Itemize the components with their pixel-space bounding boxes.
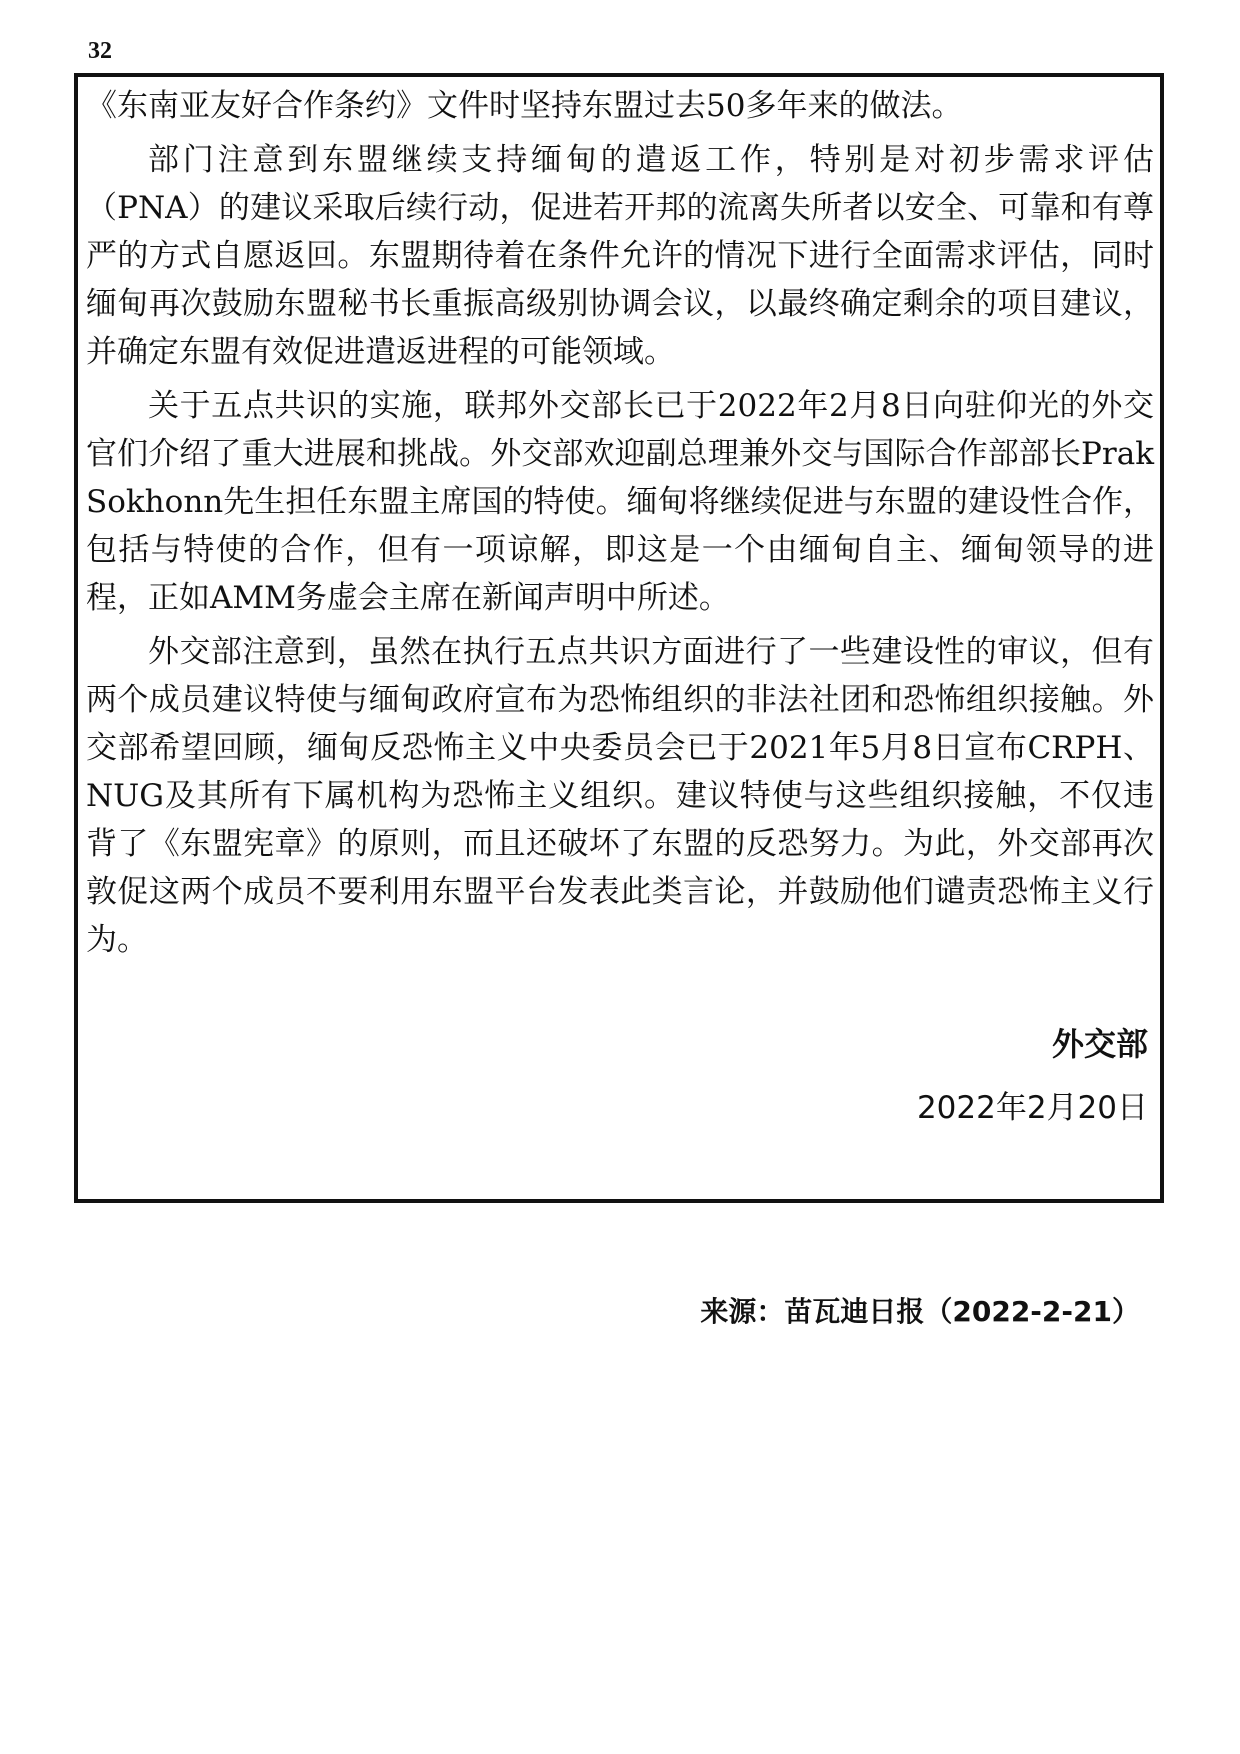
- page-number: 32: [88, 38, 112, 64]
- source-citation: 来源：苗瓦迪日报（2022-2-21）: [700, 1295, 1140, 1328]
- paragraph-terrorist-organizations: 外交部注意到，虽然在执行五点共识方面进行了一些建设性的审议，但有两个成员建议特使与缅甸政府宣布为恐怖组织的非法社团和恐怖组织接触。外交部希望回顾，缅甸反恐怖主义中央委员会已于2021年5月8日宣布CRPH、NUG及其所有下属机构为恐怖主义组织。建议特使与这些组织接触，不仅违背了《东盟宪章》的原则，而且还破坏了东盟的反恐努力。为此，外交部再次敦促这两个成员不要利用东盟平台发表此类言论，并鼓励他们谴责恐怖主义行为。: [86, 634, 1154, 958]
- paragraph-continuation: 《东南亚友好合作条约》文件时坚持东盟过去50多年来的做法。: [86, 88, 963, 124]
- paragraph-repatriation: 部门注意到东盟继续支持缅甸的遣返工作，特别是对初步需求评估（PNA）的建议采取后续行动，促进若开邦的流离失所者以安全、可靠和有尊严的方式自愿返回。东盟期待着在条件允许的情况下进行全面需求评估，同时缅甸再次鼓励东盟秘书长重振高级别协调会议，以最终确定剩余的项目建议，并确定东盟有效促进遣返进程的可能领域。: [86, 142, 1154, 370]
- document-date: 2022年2月20日: [916, 1090, 1148, 1126]
- document-body: [86, 82, 1154, 966]
- signature-ministry: 外交部: [1051, 1025, 1148, 1063]
- paragraph-five-point-consensus: 关于五点共识的实施，联邦外交部长已于2022年2月8日向驻仰光的外交官们介绍了重大进展和挑战。外交部欢迎副总理兼外交与国际合作部部长Prak Sokhonn先生担任东盟主席国的特使。缅甸将继续促进与东盟的建设性合作，包括与特使的合作，但有一项谅解，即这是一个由缅甸自主、缅甸领导的进程，正如AMM务虚会主席在新闻声明中所述。: [86, 388, 1154, 616]
